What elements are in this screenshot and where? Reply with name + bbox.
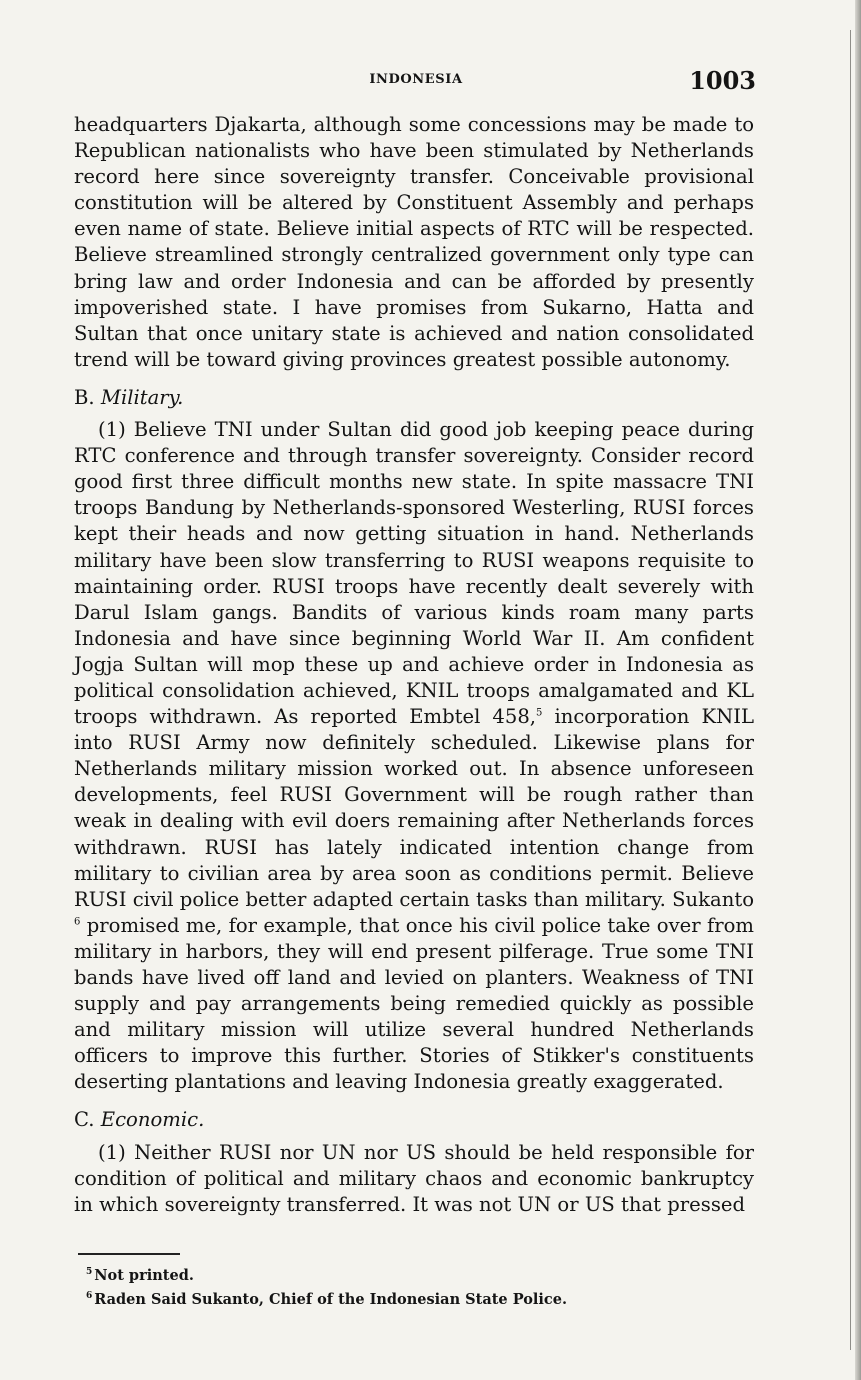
footnotes	[86, 1262, 746, 1310]
paragraph-economic-1: (1) Neither RUSI nor UN nor US should be held responsible for condition of political and military chaos and economic bankruptcy in which sovereignty transferred. It was not UN or US that pressed	[74, 1140, 754, 1216]
military-text-part-1: (1) Believe TNI under Sultan did good job keeping peace during RTC conference and through transfer sovereignty. Consider record good first three difficult months new state. In spite massacre TNI troops Bandung by Netherlands-sponsored Westerling, RUSI forces kept their heads and now getting situation in hand. Netherlands military have been slow transferring to RUSI weapons requisite to maintaining order. RUSI troops have recently dealt severely with Darul Islam gangs. Bandits of various kinds roam many parts Indonesia and have since beginning World War II. Am confident Jogja Sultan will mop these up and achieve order in Indonesia as political consolidation achieved, KNIL troops amalgamated and KL troops withdrawn. As reported Embtel 458,	[74, 418, 754, 729]
footnote-ref-6: 6	[74, 916, 81, 928]
section-heading-military	[74, 385, 754, 411]
page-number: 1003	[689, 66, 756, 95]
section-letter-c: C.	[74, 1108, 95, 1132]
military-text-part-3: promised me, for example, that once his civil police take over from military in harbors, they will end present pilferage. True some TNI bands have lived off land and levied on planters. Weakness of TNI supply and pay arrangements being remedied quickly as possible and military mission will utilize several hundred Netherlands officers to improve this further. Stories of Stikker's constituents deserting plantations and leaving Indonesia greatly exaggerated.	[74, 913, 754, 1094]
footnote-ref-5: 5	[536, 707, 543, 719]
section-heading-economic	[74, 1107, 754, 1133]
footnote-text: Raden Said Sukanto, Chief of the Indonesian State Police.	[94, 1290, 567, 1308]
section-letter-b: B.	[74, 385, 95, 409]
footnote-5	[86, 1262, 746, 1286]
footnote-6	[86, 1286, 746, 1310]
footnote-marker: 5	[86, 1267, 93, 1277]
paragraph-military-1	[74, 417, 754, 1095]
page-binding-line	[850, 30, 851, 1350]
page-edge-shadow	[855, 0, 861, 1380]
footnote-text: Not printed.	[94, 1266, 194, 1284]
section-title-economic: Economic.	[100, 1108, 205, 1132]
military-text-part-2: incorporation KNIL into RUSI Army now definitely scheduled. Likewise plans for Netherlands military mission worked out. In absence unforeseen developments, feel RUSI Government will be rough rather than weak in dealing with evil doers remaining after Netherlands forces withdrawn. RUSI has lately indicated intention change from military to civilian area by area soon as conditions permit. Believe RUSI civil police better adapted certain tasks than military. Sukanto	[74, 705, 754, 911]
section-title-military: Military.	[100, 385, 184, 409]
running-head-title: INDONESIA	[369, 72, 463, 87]
running-head	[76, 64, 756, 98]
paragraph-political-continuation: headquarters Djakarta, although some concessions may be made to Republican nationalists who have been stimulated by Netherlands record here since sovereignty transfer. Conceivable provisional constitution will be altered by Constituent Assembly and perhaps even name of state. Believe initial aspects of RTC will be respected. Believe streamlined strongly centralized government only type can bring law and order Indonesia and can be afforded by presently impoverished state. I have promises from Sukarno, Hatta and Sultan that once unitary state is achieved and nation consolidated trend will be toward giving provinces greatest possible autonomy.	[74, 113, 754, 371]
footnote-divider	[78, 1253, 180, 1255]
footnote-marker: 6	[86, 1290, 93, 1301]
body-text	[74, 112, 754, 1218]
